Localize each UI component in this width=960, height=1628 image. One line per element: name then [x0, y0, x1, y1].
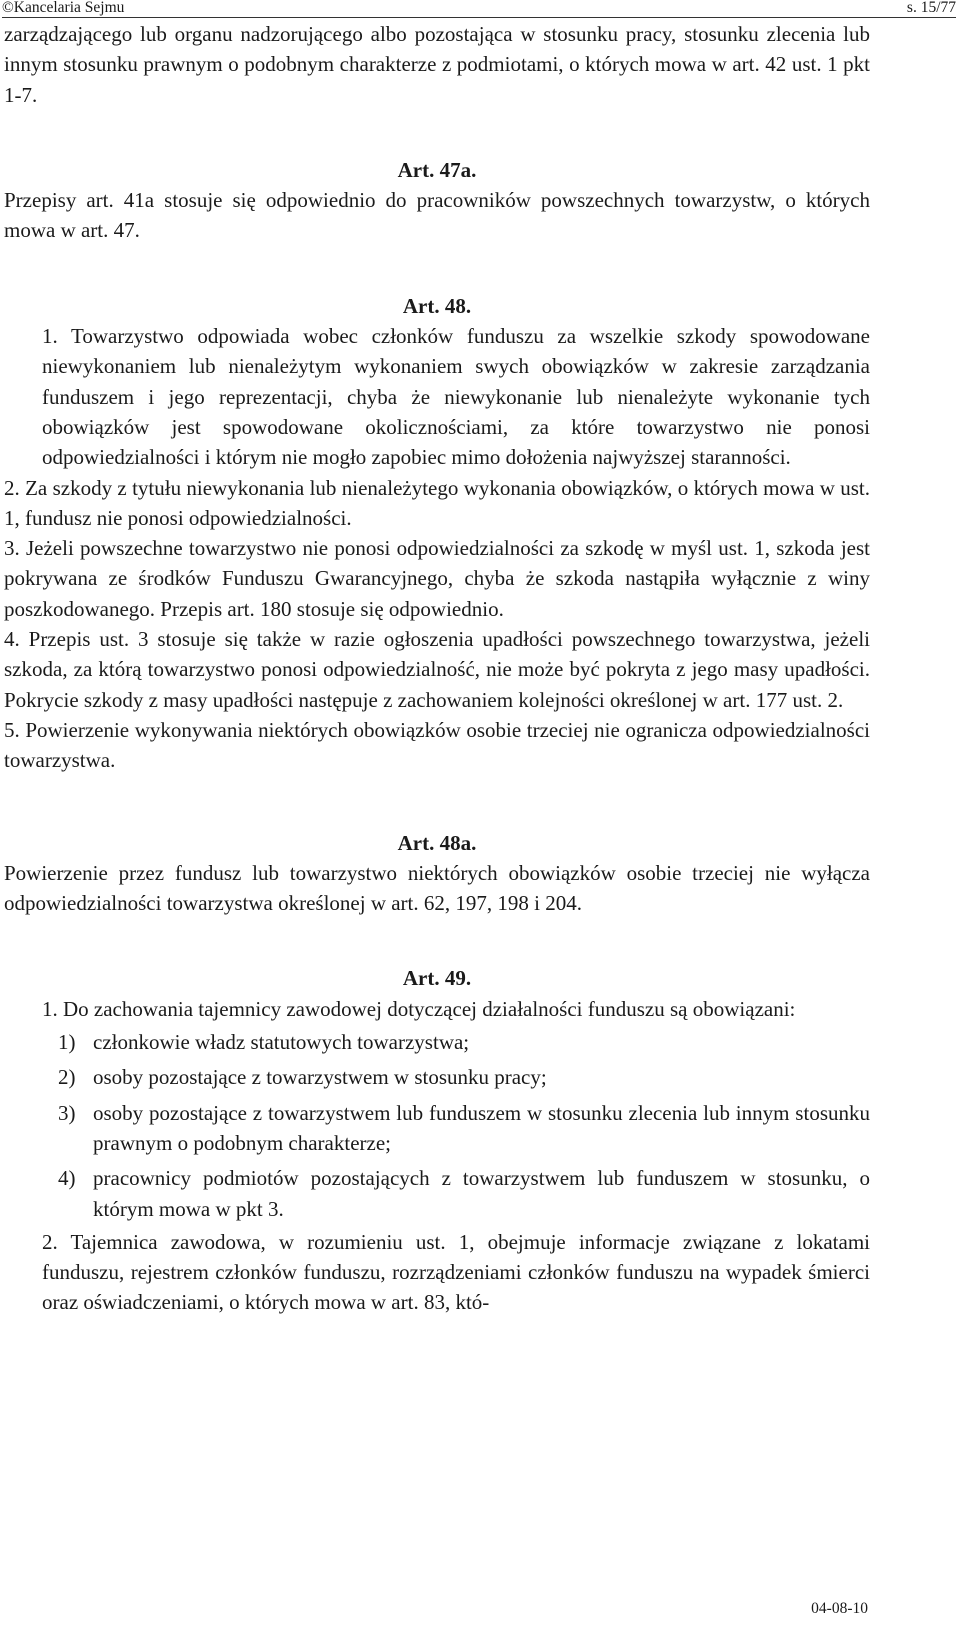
page-header: [2, 0, 956, 18]
page-number: s. 15/77: [906, 0, 956, 16]
list-item-text: osoby pozostające z towarzystwem w stosunku pracy;: [93, 1065, 547, 1090]
footer-date: 04-08-10: [811, 1600, 868, 1617]
art-48a-title: Art. 48a.: [397, 830, 477, 855]
list-item-text: pracownicy podmiotów pozostających z towarzystwem lub funduszem w stosunku, o którym mowa w pkt 3.: [93, 1166, 870, 1221]
list-item-number: 1): [58, 1030, 76, 1055]
list-item: [4, 1027, 870, 1057]
list-item: [4, 1098, 870, 1159]
art-49-paragraph-2: 2. Tajemnica zawodowa, w rozumieniu ust. 1, obejmuje informacje związane z lokatami funduszu, rejestrem członków funduszu, rozrządzeniami członków funduszu na wypadek śmierci oraz oświadczeniami, o których mowa w art. 83, któ-: [42, 1229, 870, 1315]
art-49-paragraph-1: 1. Do zachowania tajemnicy zawodowej dotyczącej działalności funduszu są obowiązani:: [42, 996, 796, 1021]
copyright-label: ©Kancelaria Sejmu: [2, 0, 125, 16]
list-item-text: osoby pozostające z towarzystwem lub funduszem w stosunku zlecenia lub innym stosunku prawnym o podobnym charakterze;: [93, 1100, 870, 1155]
intro-paragraph: zarządzającego lub organu nadzorującego albo pozostająca w stosunku pracy, stosunku zlecenia lub innym stosunku prawnym o podobnym charakterze z podmiotami, o których mowa w art. 42 ust. 1 pkt 1-7.: [4, 22, 870, 107]
list-item-number: 4): [58, 1166, 76, 1191]
art-49-item-list: [4, 1027, 870, 1224]
list-item-text: członkowie władz statutowych towarzystwa;: [93, 1030, 470, 1055]
document-body: [4, 19, 870, 1318]
list-item: [4, 1163, 870, 1224]
art-49-title: Art. 49.: [402, 966, 472, 991]
art-48-paragraph-3: 3. Jeżeli powszechne towarzystwo nie ponosi odpowiedzialności za szkodę w myśl ust. 1, szkoda jest pokrywana ze środków Funduszu Gwarancyjnego, chyba że szkoda nastąpiła wyłącznie z winy poszkodowanego. Przepis art. 180 stosuje się odpowiednio.: [4, 536, 870, 621]
art-48-title: Art. 48.: [402, 293, 472, 318]
art-48a-text: Powierzenie przez fundusz lub towarzystwo niektórych obowiązków osobie trzeciej nie wyłącza odpowiedzialności towarzystwa określonej w art. 62, 197, 198 i 204.: [4, 860, 870, 916]
list-item-number: 3): [58, 1100, 76, 1125]
art-48-paragraph-5: 5. Powierzenie wykonywania niektórych obowiązków osobie trzeciej nie ogranicza odpowiedzialności towarzystwa.: [4, 717, 870, 773]
art-47a-text: Przepisy art. 41a stosuje się odpowiednio do pracowników powszechnych towarzystw, o których mowa w art. 47.: [4, 188, 870, 243]
list-item-number: 2): [58, 1065, 76, 1090]
art-48-paragraph-2: 2. Za szkody z tytułu niewykonania lub nienależytego wykonania obowiązków, o których mowa w ust. 1, fundusz nie ponosi odpowiedzialności.: [4, 475, 870, 530]
art-47a-title: Art. 47a.: [397, 157, 477, 182]
art-48-paragraph-4: 4. Przepis ust. 3 stosuje się także w razie ogłoszenia upadłości powszechnego towarzystwa, jeżeli szkoda, za którą towarzystwo ponosi odpowiedzialność, nie może być pokryta z jego masy upadłości. Pokrycie szkody z masy upadłości następuje z zachowaniem kolejności określonej w art. 177 ust. 2.: [4, 627, 870, 712]
art-48-paragraph-1: 1. Towarzystwo odpowiada wobec członków funduszu za wszelkie szkody spowodowane niewykonaniem lub nienależytym wykonaniem swych obowiązków w zakresie zarządzania funduszem i jego reprezentacji, chyba że niewykonanie lub nienależyte wykonanie tych obowiązków jest spowodowane okolicznościami, za które towarzystwo nie ponosi odpowiedzialności i którym nie mogło zapobiec mimo dołożenia najwyższej staranności.: [42, 324, 870, 470]
list-item: [4, 1062, 870, 1092]
